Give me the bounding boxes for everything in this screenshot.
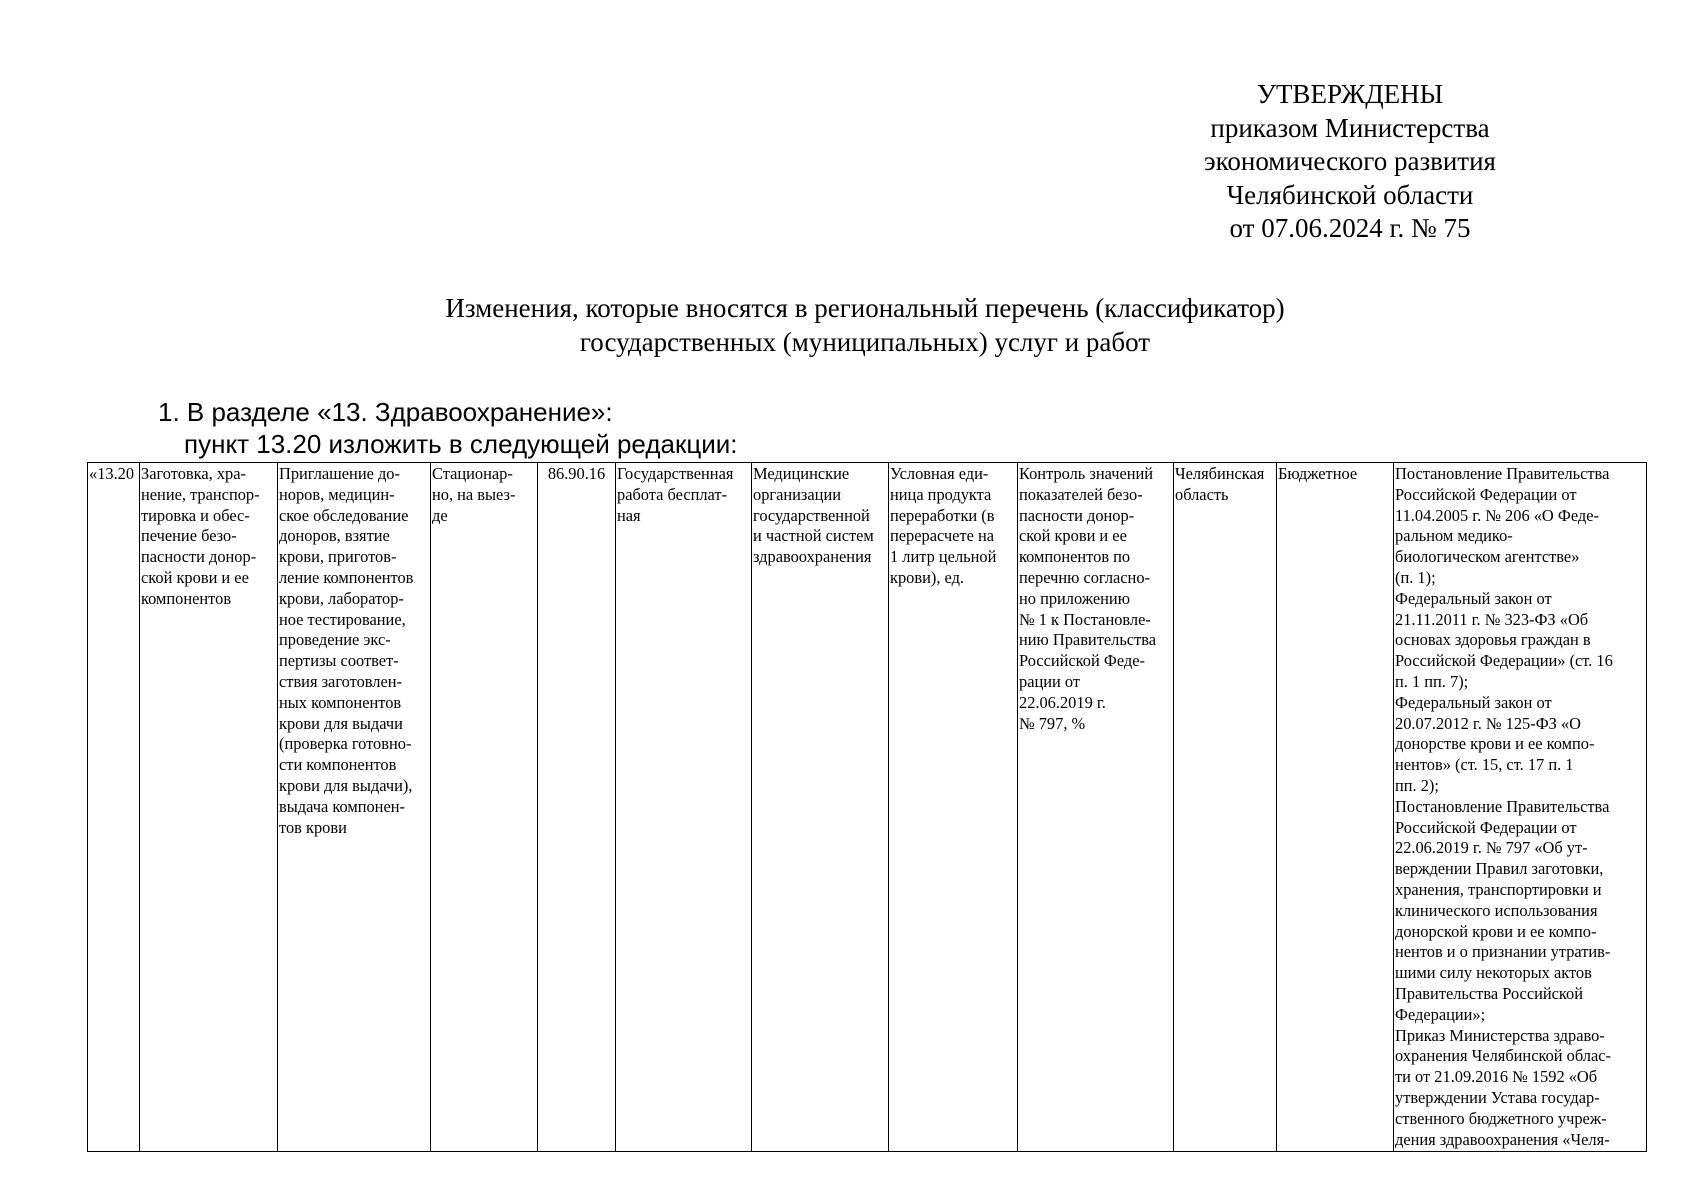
cell-work-type: Государственная работа бесплат- ная: [616, 463, 752, 1152]
cell-legal-basis: Постановление Правительства Российской Федерации от 11.04.2005 г. № 206 «О Феде- ральном медико- биологическом агентстве» (п. 1); Федеральный закон от 21.11.2011 г. № 323-ФЗ «Об основах здоровья граждан в Российской Федерации» (ст. 16 п. 1 пп. 7); Федеральный закон от 20.07.2012 г. № 125-ФЗ «О донорстве крови и ее компо- нентов» (ст. 15, ст. 17 п. 1 пп. 2); Постановление Правительства Российской Федерации от 22.06.2019 г. № 797 «Об ут- верждении Правил заготовки, хранения, транспортировки и клинического использования донорской крови и ее компо- нентов и о признании утратив- шими силу некоторых актов Правительства Российской Федерации»; Приказ Министерства здраво- охранения Челябинской облас- ти от 21.09.2016 № 1592 «Об утверждении Устава государ- ственного бюджетного учреж- дения здравоохранения «Челя-: [1394, 463, 1647, 1152]
cell-quality-indicator: Контроль значений показателей безо- пасности донор- ской крови и ее компонентов по перечню согласно- но приложению № 1 к Постановле- нию Правительства Российской Феде- рации от 22.06.2019 г. № 797, %: [1018, 463, 1174, 1152]
classifier-table: [87, 462, 1647, 1152]
cell-region: Челябинская область: [1174, 463, 1277, 1152]
cell-okved-code: 86.90.16: [538, 463, 616, 1152]
table-row: [88, 463, 1647, 1152]
cell-service-name: Заготовка, хра- нение, транспор- тировка и обес- печение безо- пасности донор- ской крови и ее компонентов: [140, 463, 278, 1152]
cell-service-content: Приглашение до- норов, медицин- ское обследование доноров, взятие крови, приготов- ление компонентов крови, лаборатор- ное тестирование, проведение экс- пертизы соответ- ствия заготовлен- ных компонентов крови для выдачи (проверка готовно- сти компонентов крови для выдачи), выдача компонен- тов крови: [278, 463, 431, 1152]
document-title-line-2: государственных (муниципальных) услуг и работ: [579, 327, 1151, 357]
document-title-line-1: Изменения, которые вносятся в региональный перечень (классификатор): [445, 293, 1285, 323]
cell-item-number: «13.20: [88, 463, 140, 1152]
approval-heading: УТВЕРЖДЕНЫ: [1256, 79, 1444, 109]
approval-line-ministry: экономического развития: [1204, 146, 1496, 176]
approval-line-region: Челябинской области: [1226, 179, 1474, 210]
cell-volume-indicator: Условная еди- ница продукта переработки (в перерасчете на 1 литр цельной крови), ед.: [889, 463, 1018, 1152]
document-title: [0, 291, 1698, 359]
approval-line-order: приказом Министерства: [1210, 112, 1490, 143]
approval-line-date: от 07.06.2024 г. № 75: [1229, 213, 1471, 243]
cell-institution-type: Бюджетное: [1277, 463, 1394, 1152]
cell-delivery-form: Стационар- но, на выез- де: [431, 463, 538, 1152]
approval-block: [1180, 78, 1520, 246]
section-heading: [158, 396, 738, 460]
paragraph-instruction: пункт 13.20 изложить в следующей редакции:: [184, 429, 738, 459]
cell-consumers: Медицинские организации государственной и частной систем здравоохранения: [752, 463, 889, 1152]
section-heading-line: 1. В разделе «13. Здравоохранение»:: [158, 397, 613, 427]
